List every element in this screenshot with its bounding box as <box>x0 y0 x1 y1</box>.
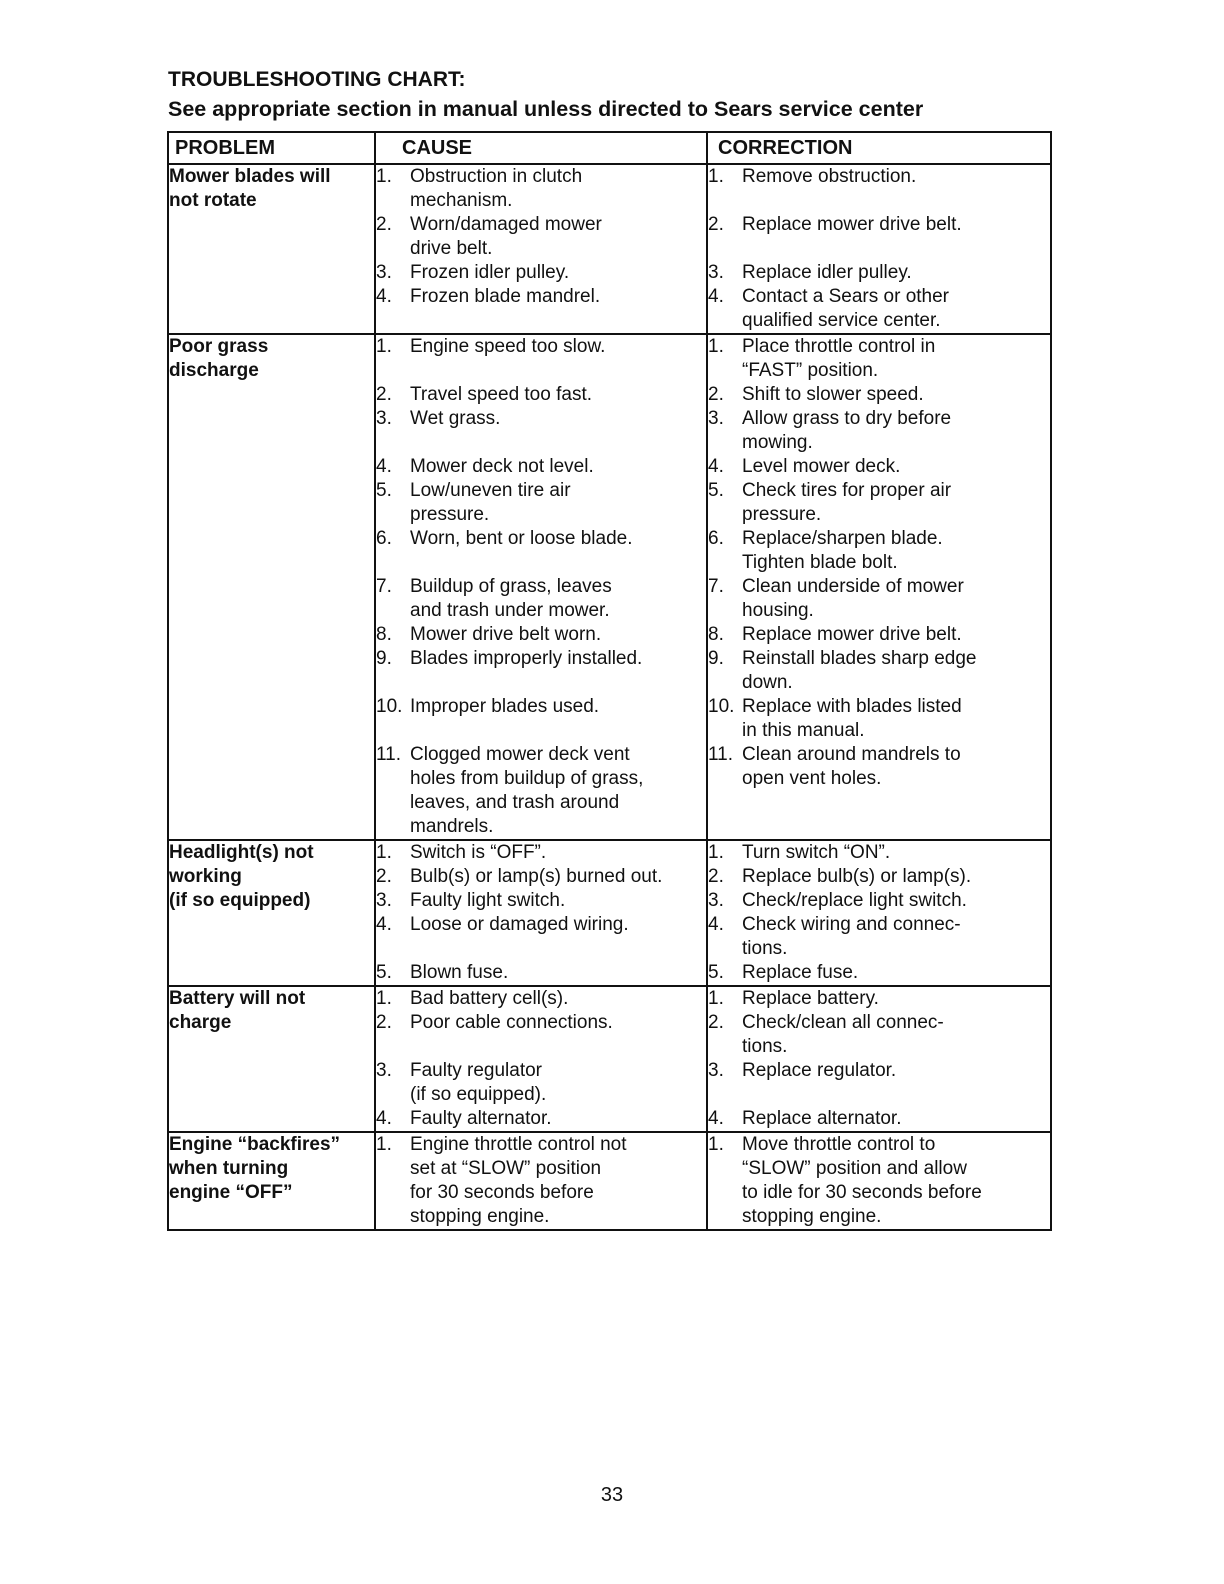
cause-number: 3. <box>376 1060 392 1081</box>
cause-text <box>410 285 706 309</box>
cause-number: 7. <box>376 576 392 597</box>
problem-text-line: not rotate <box>169 190 257 211</box>
cause-number: 2. <box>376 1012 392 1033</box>
cause-item <box>376 1133 706 1229</box>
correction-cell <box>707 334 1051 840</box>
correction-number: 5. <box>708 962 724 983</box>
table-row <box>168 164 1051 334</box>
correction-item <box>708 1059 1050 1083</box>
correction-text-line: Remove obstruction. <box>742 166 917 187</box>
correction-text-line: Allow grass to dry before <box>742 408 952 429</box>
correction-text-line: housing. <box>742 600 814 621</box>
correction-text <box>742 1011 1050 1059</box>
correction-text-line: mowing. <box>742 432 813 453</box>
cause-item <box>376 213 706 261</box>
table-row <box>168 840 1051 986</box>
cause-text-line: Low/uneven tire air <box>410 480 571 501</box>
chart-subtitle: See appropriate section in manual unless directed to Sears service center <box>168 97 924 121</box>
cause-text-line: (if so equipped). <box>410 1084 547 1105</box>
problem-text-line: Engine “backfires” <box>169 1134 341 1155</box>
correction-text-line: pressure. <box>742 504 822 525</box>
cause-text-line: Switch is “OFF”. <box>410 842 547 863</box>
correction-text <box>742 1133 1050 1229</box>
cause-text-line: pressure. <box>410 504 490 525</box>
cause-text-line: Improper blades used. <box>410 696 600 717</box>
cause-text-line: mandrels. <box>410 816 494 837</box>
cause-text <box>410 213 706 261</box>
correction-text-line: Clean around mandrels to <box>742 744 961 765</box>
cause-item <box>376 743 706 839</box>
cause-number: 1. <box>376 1134 392 1155</box>
correction-number: 3. <box>708 890 724 911</box>
correction-text <box>742 623 1050 647</box>
correction-number: 10. <box>708 696 735 717</box>
cause-number: 1. <box>376 842 392 863</box>
correction-item <box>708 647 1050 695</box>
cause-text <box>410 527 706 551</box>
correction-text <box>742 165 1050 189</box>
correction-number: 7. <box>708 576 724 597</box>
cause-item <box>376 961 706 985</box>
correction-text <box>742 1059 1050 1083</box>
correction-item <box>708 913 1050 961</box>
correction-text-line: Replace mower drive belt. <box>742 214 962 235</box>
cause-item <box>376 285 706 309</box>
correction-text-line: tions. <box>742 938 788 959</box>
correction-text <box>742 961 1050 985</box>
correction-text <box>742 261 1050 285</box>
correction-text <box>742 455 1050 479</box>
correction-text-line: Check wiring and connec- <box>742 914 961 935</box>
correction-text <box>742 575 1050 623</box>
correction-item <box>708 865 1050 889</box>
cause-number: 3. <box>376 262 392 283</box>
cause-text-line: Bad battery cell(s). <box>410 988 569 1009</box>
chart-title: TROUBLESHOOTING CHART: <box>168 68 466 91</box>
spacer <box>708 1083 1050 1107</box>
correction-number: 6. <box>708 528 724 549</box>
table-row <box>168 986 1051 1132</box>
correction-item <box>708 1107 1050 1131</box>
correction-text-line: Shift to slower speed. <box>742 384 924 405</box>
cause-text-line: mechanism. <box>410 190 513 211</box>
correction-text-line: qualified service center. <box>742 310 941 331</box>
correction-cell <box>707 1132 1051 1230</box>
correction-item <box>708 987 1050 1011</box>
correction-text <box>742 479 1050 527</box>
correction-number: 1. <box>708 336 724 357</box>
correction-text <box>742 913 1050 961</box>
cause-item <box>376 695 706 719</box>
problem-text-line: Battery will not <box>169 988 306 1009</box>
cause-text-line: Faulty light switch. <box>410 890 566 911</box>
spacer <box>376 359 706 383</box>
cause-item <box>376 407 706 431</box>
cause-item <box>376 165 706 213</box>
correction-item <box>708 841 1050 865</box>
correction-text-line: Contact a Sears or other <box>742 286 949 307</box>
correction-text <box>742 841 1050 865</box>
cause-item <box>376 987 706 1011</box>
cause-text-line: Worn/damaged mower <box>410 214 602 235</box>
cause-text-line: Faulty alternator. <box>410 1108 552 1129</box>
cause-number: 1. <box>376 166 392 187</box>
cause-text-line: Blown fuse. <box>410 962 509 983</box>
correction-text-line: Replace battery. <box>742 988 879 1009</box>
correction-text-line: Clean underside of mower <box>742 576 964 597</box>
correction-item <box>708 695 1050 743</box>
problem-text-line: Headlight(s) not <box>169 842 314 863</box>
correction-number: 2. <box>708 866 724 887</box>
correction-cell <box>707 164 1051 334</box>
cause-number: 3. <box>376 408 392 429</box>
cause-item <box>376 479 706 527</box>
correction-text-line: Replace idler pulley. <box>742 262 912 283</box>
cause-cell <box>375 1132 707 1230</box>
correction-cell <box>707 840 1051 986</box>
cause-number: 5. <box>376 480 392 501</box>
correction-item <box>708 743 1050 791</box>
correction-text-line: “FAST” position. <box>742 360 879 381</box>
cause-number: 1. <box>376 336 392 357</box>
cause-number: 11. <box>376 744 402 765</box>
cause-text-line: Frozen idler pulley. <box>410 262 570 283</box>
problem-text-line: charge <box>169 1012 232 1033</box>
cause-item <box>376 1011 706 1035</box>
correction-item <box>708 285 1050 333</box>
cause-number: 4. <box>376 1108 392 1129</box>
cause-text-line: Poor cable connections. <box>410 1012 613 1033</box>
cause-text <box>410 889 706 913</box>
correction-text-line: Check tires for proper air <box>742 480 952 501</box>
cause-text-line: Faulty regulator <box>410 1060 543 1081</box>
correction-text <box>742 407 1050 455</box>
correction-cell <box>707 986 1051 1132</box>
correction-text-line: down. <box>742 672 793 693</box>
correction-text-line: Tighten blade bolt. <box>742 552 898 573</box>
cause-text <box>410 455 706 479</box>
problem-cell <box>168 986 375 1132</box>
cause-text-line: set at “SLOW” position <box>410 1158 602 1179</box>
header-row <box>168 132 1051 164</box>
correction-item <box>708 889 1050 913</box>
cause-item <box>376 261 706 285</box>
cause-text <box>410 335 706 359</box>
cause-text-line: drive belt. <box>410 238 493 259</box>
cause-item <box>376 335 706 359</box>
cause-text-line: holes from buildup of grass, <box>410 768 644 789</box>
correction-number: 1. <box>708 1134 724 1155</box>
correction-number: 2. <box>708 1012 724 1033</box>
problem-text-line: Mower blades will <box>169 166 331 187</box>
correction-number: 1. <box>708 842 724 863</box>
cause-number: 5. <box>376 962 392 983</box>
correction-text-line: tions. <box>742 1036 788 1057</box>
cause-item <box>376 1107 706 1131</box>
correction-number: 4. <box>708 914 724 935</box>
cause-text-line: Blades improperly installed. <box>410 648 643 669</box>
table-row <box>168 1132 1051 1230</box>
spacer <box>708 189 1050 213</box>
cause-item <box>376 647 706 671</box>
cause-text <box>410 841 706 865</box>
cause-text <box>410 961 706 985</box>
correction-item <box>708 1133 1050 1229</box>
correction-text-line: to idle for 30 seconds before <box>742 1182 982 1203</box>
correction-text <box>742 889 1050 913</box>
problem-text-line: when turning <box>169 1158 289 1179</box>
cause-item <box>376 841 706 865</box>
correction-text-line: Replace regulator. <box>742 1060 897 1081</box>
correction-text-line: Replace alternator. <box>742 1108 902 1129</box>
correction-text <box>742 647 1050 695</box>
correction-item <box>708 455 1050 479</box>
cause-number: 2. <box>376 214 392 235</box>
correction-number: 1. <box>708 166 724 187</box>
correction-text-line: Turn switch “ON”. <box>742 842 891 863</box>
cause-number: 10. <box>376 696 403 717</box>
correction-text-line: Place throttle control in <box>742 336 936 357</box>
cause-column-header: CAUSE <box>375 132 707 164</box>
cause-text <box>410 383 706 407</box>
cause-text-line: and trash under mower. <box>410 600 610 621</box>
problem-column-header: PROBLEM <box>168 132 375 164</box>
cause-text-line: Clogged mower deck vent <box>410 744 630 765</box>
cause-cell <box>375 334 707 840</box>
correction-number: 4. <box>708 1108 724 1129</box>
cause-item <box>376 913 706 937</box>
correction-item <box>708 1011 1050 1059</box>
correction-number: 3. <box>708 408 724 429</box>
spacer <box>376 671 706 695</box>
correction-item <box>708 527 1050 575</box>
correction-item <box>708 383 1050 407</box>
correction-text-line: Check/clean all connec- <box>742 1012 944 1033</box>
cause-text-line: Mower drive belt worn. <box>410 624 602 645</box>
problem-text-line: working <box>169 866 242 887</box>
problem-text-line: discharge <box>169 360 259 381</box>
cause-item <box>376 527 706 551</box>
correction-text-line: Replace bulb(s) or lamp(s). <box>742 866 972 887</box>
table-row <box>168 334 1051 840</box>
correction-number: 4. <box>708 286 724 307</box>
cause-text-line: stopping engine. <box>410 1206 550 1227</box>
correction-text <box>742 335 1050 383</box>
correction-text <box>742 695 1050 743</box>
cause-item <box>376 889 706 913</box>
cause-text <box>410 1059 706 1107</box>
correction-text-line: open vent holes. <box>742 768 882 789</box>
correction-text-line: “SLOW” position and allow <box>742 1158 967 1179</box>
correction-text <box>742 213 1050 237</box>
problem-cell <box>168 164 375 334</box>
cause-text <box>410 1133 706 1229</box>
correction-text-line: Replace mower drive belt. <box>742 624 962 645</box>
correction-text-line: stopping engine. <box>742 1206 882 1227</box>
cause-item <box>376 455 706 479</box>
correction-item <box>708 213 1050 237</box>
cause-text-line: Engine speed too slow. <box>410 336 606 357</box>
correction-text <box>742 527 1050 575</box>
cause-number: 4. <box>376 456 392 477</box>
page-number: 33 <box>600 1484 624 1506</box>
spacer <box>376 719 706 743</box>
cause-text-line: Buildup of grass, leaves <box>410 576 612 597</box>
cause-text <box>410 1107 706 1131</box>
correction-text <box>742 285 1050 333</box>
correction-number: 4. <box>708 456 724 477</box>
cause-cell <box>375 986 707 1132</box>
correction-number: 3. <box>708 1060 724 1081</box>
correction-item <box>708 407 1050 455</box>
correction-text <box>742 987 1050 1011</box>
correction-text-line: Replace fuse. <box>742 962 859 983</box>
correction-number: 2. <box>708 384 724 405</box>
cause-number: 9. <box>376 648 392 669</box>
cause-text-line: Travel speed too fast. <box>410 384 593 405</box>
cause-text <box>410 647 706 671</box>
cause-item <box>376 865 706 889</box>
cause-text-line: Engine throttle control not <box>410 1134 627 1155</box>
correction-item <box>708 961 1050 985</box>
cause-text <box>410 165 706 213</box>
correction-number: 3. <box>708 262 724 283</box>
problem-text-line: (if so equipped) <box>169 890 311 911</box>
problem-text-line: engine “OFF” <box>169 1182 293 1203</box>
spacer <box>376 1035 706 1059</box>
cause-text-line: Obstruction in clutch <box>410 166 583 187</box>
cause-text <box>410 261 706 285</box>
cause-text <box>410 695 706 719</box>
correction-number: 5. <box>708 480 724 501</box>
problem-cell <box>168 840 375 986</box>
cause-text-line: Bulb(s) or lamp(s) burned out. <box>410 866 663 887</box>
spacer <box>376 431 706 455</box>
correction-text-line: Check/replace light switch. <box>742 890 967 911</box>
cause-text-line: Mower deck not level. <box>410 456 594 477</box>
cause-number: 4. <box>376 286 392 307</box>
cause-text <box>410 407 706 431</box>
correction-item <box>708 335 1050 383</box>
cause-text <box>410 987 706 1011</box>
cause-number: 4. <box>376 914 392 935</box>
cause-cell <box>375 164 707 334</box>
correction-number: 9. <box>708 648 724 669</box>
cause-text-line: for 30 seconds before <box>410 1182 594 1203</box>
cause-text-line: Worn, bent or loose blade. <box>410 528 633 549</box>
problem-cell <box>168 334 375 840</box>
cause-text <box>410 479 706 527</box>
spacer <box>376 937 706 961</box>
correction-text-line: Level mower deck. <box>742 456 901 477</box>
correction-number: 1. <box>708 988 724 1009</box>
cause-number: 2. <box>376 384 392 405</box>
troubleshooting-table <box>167 131 1052 1231</box>
correction-text-line: Reinstall blades sharp edge <box>742 648 977 669</box>
correction-text-line: Replace/sharpen blade. <box>742 528 943 549</box>
cause-cell <box>375 840 707 986</box>
cause-text <box>410 1011 706 1035</box>
correction-text-line: Move throttle control to <box>742 1134 936 1155</box>
cause-number: 6. <box>376 528 392 549</box>
cause-number: 1. <box>376 988 392 1009</box>
correction-column-header: CORRECTION <box>707 132 1051 164</box>
problem-cell <box>168 1132 375 1230</box>
cause-item <box>376 575 706 623</box>
cause-text <box>410 743 706 839</box>
correction-text <box>742 1107 1050 1131</box>
cause-item <box>376 1059 706 1107</box>
cause-number: 8. <box>376 624 392 645</box>
correction-item <box>708 623 1050 647</box>
cause-item <box>376 383 706 407</box>
cause-item <box>376 623 706 647</box>
correction-item <box>708 165 1050 189</box>
correction-number: 11. <box>708 744 734 765</box>
cause-text-line: leaves, and trash around <box>410 792 620 813</box>
correction-text-line: Replace with blades listed <box>742 696 962 717</box>
cause-text-line: Frozen blade mandrel. <box>410 286 601 307</box>
correction-number: 8. <box>708 624 724 645</box>
spacer <box>376 551 706 575</box>
problem-text-line: Poor grass <box>169 336 269 357</box>
correction-item <box>708 261 1050 285</box>
table-body <box>168 164 1051 1230</box>
correction-item <box>708 479 1050 527</box>
cause-text <box>410 575 706 623</box>
cause-text <box>410 865 706 889</box>
cause-text <box>410 913 706 937</box>
correction-text <box>742 383 1050 407</box>
cause-text-line: Wet grass. <box>410 408 501 429</box>
cause-number: 2. <box>376 866 392 887</box>
cause-number: 3. <box>376 890 392 911</box>
correction-text-line: in this manual. <box>742 720 865 741</box>
spacer <box>708 237 1050 261</box>
correction-item <box>708 575 1050 623</box>
correction-text <box>742 743 1050 791</box>
correction-text <box>742 865 1050 889</box>
cause-text-line: Loose or damaged wiring. <box>410 914 629 935</box>
correction-number: 2. <box>708 214 724 235</box>
cause-text <box>410 623 706 647</box>
